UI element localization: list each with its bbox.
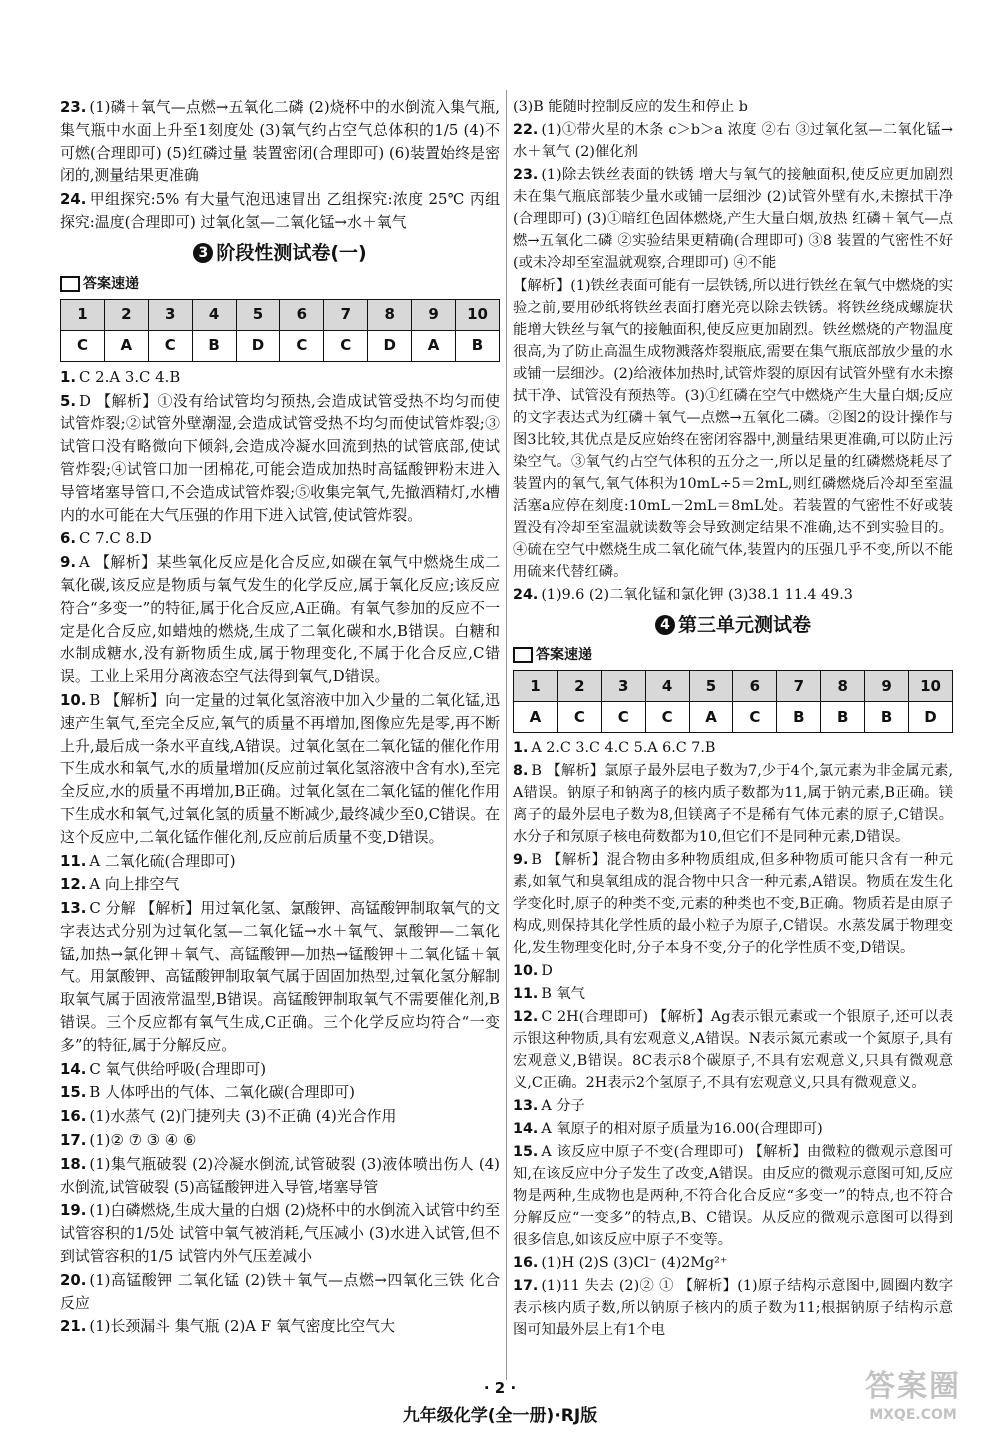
right-top-items — [513, 96, 953, 606]
question-number-cell: 7 — [324, 299, 368, 330]
page-number: · 2 · — [483, 1379, 517, 1397]
item-number: 6. — [60, 529, 77, 548]
item-number: 16. — [60, 1107, 87, 1126]
item-number: 8. — [513, 763, 529, 779]
answer-cell: A — [104, 330, 148, 361]
item-number: 18. — [60, 1154, 87, 1173]
item-number: 9. — [513, 852, 529, 868]
quick-answer-label: 答案速递 — [513, 644, 592, 666]
answer-cell: D — [368, 330, 412, 361]
item-number: 19. — [60, 1201, 87, 1220]
answer-item — [513, 275, 953, 583]
question-number-cell: 8 — [821, 671, 865, 702]
answer-item — [513, 1252, 953, 1274]
answer-item — [513, 737, 953, 759]
answer-item — [60, 1105, 500, 1128]
section-badge-icon: 4 — [655, 615, 675, 635]
item-number: 5. — [60, 391, 77, 410]
question-number-cell: 4 — [192, 299, 236, 330]
item-number: 11. — [513, 986, 539, 1002]
quick-answer-label: 答案速递 — [60, 273, 139, 296]
item-text: (1)11 失去 (2)② ① 【解析】(1)原子结构示意图中,圆圈内数字表示核内质子数,所以钠原子核内的质子数为11;根据钠原子结构示意图可知最外层上有1个电 — [513, 1278, 953, 1338]
item-number: 14. — [60, 1059, 87, 1078]
answer-cell: B — [456, 330, 500, 361]
answer-cell: B — [192, 330, 236, 361]
item-text: (1)除去铁丝表面的铁锈 增大与氧气的接触面积,使反应更加剧烈 未在集气瓶底部装少量水或铺一层细沙 (2)试管外壁有水,未擦拭干净(合理即可) (3)①暗红色固体燃烧,产生大量白烟,放热 红磷＋氧气—点燃→五氧化二磷 ②实验结果更精确(合理即可) ③8 装置的气密性不好(或未冷却至室温就观察,合理即可) ④不能 — [513, 167, 953, 271]
answer-item — [60, 1058, 500, 1081]
answer-table-body — [61, 330, 500, 361]
item-number: 22. — [513, 122, 539, 138]
item-text: B 【解析】向一定量的过氧化氢溶液中加入少量的二氧化锰,迅速产生氧气,至完全反应,氧气的质量不再增加,图像应先是零,再不断上升,最后成一条水平直线,A错误。过氧化氢在二氧化锰的催化作用下生成水和氧气,水的质量增加(反应前过氧化氢溶液中含有水),至完全反应,水的质量不再增加,B正确。过氧化氢在二氧化锰的催化作用下生成水和氧气,过氧化氢的质量不断减少,最终减少至0,C错误。在这个反应中,二氧化锰作催化剂,反应前后质量不变,D错误。 — [60, 690, 500, 846]
item-text: (1)水蒸气 (2)门捷列夫 (3)不正确 (4)光合作用 — [89, 1107, 397, 1126]
answer-item — [513, 849, 953, 959]
answer-item — [513, 983, 953, 1005]
item-number: 9. — [60, 553, 77, 572]
watermark-url: MXQE.COM — [869, 1407, 957, 1423]
item-text: (1)集气瓶破裂 (2)冷凝水倒流,试管破裂 (3)液体喷出伤人 (4)水倒流,试管破裂 (5)高锰酸钾进入导管,堵塞导管 — [60, 1154, 500, 1196]
watermark-text: 答案圈 — [865, 1369, 961, 1404]
answer-cell: B — [777, 702, 821, 733]
answer-box-icon — [513, 647, 533, 663]
answer-item — [513, 1006, 953, 1094]
question-number-cell: 10 — [456, 299, 500, 330]
answer-item — [60, 1315, 500, 1338]
item-text: C 7.C 8.D — [79, 529, 152, 548]
answer-item — [60, 1129, 500, 1152]
answer-item — [513, 1118, 953, 1140]
item-number: 1. — [513, 740, 529, 756]
item-text: (1)①带火星的木条 c＞b＞a 浓度 ②右 ③过氧化氢—二氧化锰→水＋氧气 (2)催化剂 — [513, 122, 953, 160]
item-number: 12. — [513, 1009, 539, 1025]
answer-item — [60, 1081, 500, 1104]
answer-cell: B — [821, 702, 865, 733]
item-text: A 氧原子的相对原子质量为16.00(合理即可) — [541, 1121, 823, 1137]
item-number: 24. — [60, 190, 87, 209]
answer-cell: C — [61, 330, 105, 361]
answer-item — [60, 1153, 500, 1199]
answer-cell: C — [324, 330, 368, 361]
item-text: B 【解析】混合物由多种物质组成,但多种物质可能只含有一种元素,如氧气和臭氧组成的混合物中只含一种元素,A错误。物质在发生化学变化时,原子的种类不变,元素的种类也不变,B正确。物质若是由原子构成,则保持其化学性质的最小粒子为原子,C错误。水蒸发属于物理变化,发生物理变化时,分子本身不变,分子的化学性质不变,D错误。 — [513, 852, 953, 956]
answer-item — [60, 1199, 500, 1267]
item-text: C 2H(合理即可) 【解析】Ag表示银元素或一个银原子,还可以表示银这种物质,具有宏观意义,A错误。N表示氮元素或一个氮原子,具有宏观意义,B错误。8C表示8个碳原子,不具有宏观意义,只具有微观意义,C正确。2H表示2个氢原子,不具有宏观意义,只具有微观意义。 — [513, 1009, 953, 1091]
answer-item — [60, 527, 500, 550]
item-text: (1)白磷燃烧,生成大量的白烟 (2)烧杯中的水倒流入试管中约至试管容积的1/5处 试管中氧气被消耗,气压减小 (3)水进入试管,但不到试管容积的1/5 试管内外气压差减小 — [60, 1201, 500, 1266]
answer-item — [513, 1275, 953, 1341]
answer-cell: C — [601, 702, 645, 733]
question-number-cell: 9 — [412, 299, 456, 330]
answer-item — [60, 551, 500, 688]
question-number-cell: 1 — [61, 299, 105, 330]
item-number: 21. — [60, 1317, 87, 1336]
answer-item — [60, 188, 500, 234]
item-text: B 人体呼出的气体、二氧化碳(合理即可) — [89, 1083, 355, 1102]
question-number-cell: 8 — [368, 299, 412, 330]
left-top-items — [60, 96, 500, 234]
question-number-cell: 2 — [557, 671, 601, 702]
section-title-text: 第三单元测试卷 — [677, 614, 811, 636]
question-number-cell: 4 — [645, 671, 689, 702]
answer-cell: C — [645, 702, 689, 733]
item-number: 17. — [60, 1131, 87, 1150]
item-number: 16. — [513, 1255, 539, 1271]
item-text: 【解析】(1)铁丝表面可能有一层铁锈,所以进行铁丝在氧气中燃烧的实验之前,要用砂纸将铁丝表面打磨光亮以除去铁锈。将铁丝绕成螺旋状能增大铁丝与氧气的接触面积,使反应更加剧烈。铁丝燃烧的产物温度很高,为了防止高温生成物溅落炸裂瓶底,需要在集气瓶底部放少量的水或铺一层细沙。(2)给液体加热时,试管炸裂的原因有试管外壁有水未擦拭干净、试管没有预热等。(3)①红磷在空气中燃烧产生大量白烟;反应的文字表达式为红磷＋氧气—点燃→五氧化二磷。②图2的设计操作与图3比较,其优点是反应始终在密闭容器中,测量结果更准确,可以防止污染空气。③氧气约占空气体积的五分之一,所以足量的红磷燃烧耗尽了装置内的氧气,氧气体积为10mL÷5＝2mL,则红磷燃烧后冷却至室温活塞a应停在刻度:10mL－2mL＝8mL处。若装置的气密性不好或装置没有冷却至室温就读数等会导致测定结果不准确,达不到实验目的。④硫在空气中燃烧生成二氧化硫气体,装置内的压强几乎不变,所以不能用硫来代替红磷。 — [513, 278, 953, 580]
answer-cell: A — [689, 702, 733, 733]
answer-item — [60, 1269, 500, 1315]
answer-item — [60, 366, 500, 389]
answer-table-1 — [60, 299, 500, 362]
item-number: 10. — [60, 690, 87, 709]
item-text: (1)高锰酸钾 二氧化锰 (2)铁＋氧气—点燃→四氧化三铁 化合反应 — [60, 1270, 500, 1312]
answer-item — [513, 960, 953, 982]
item-text: (1)② ⑦ ③ ④ ⑥ — [89, 1131, 197, 1150]
answer-item — [60, 390, 500, 527]
item-text: (1)9.6 (2)二氧化锰和氯化钾 (3)38.1 11.4 49.3 — [541, 587, 853, 603]
item-text: (1)长颈漏斗 集气瓶 (2)A F 氧气密度比空气大 — [89, 1317, 395, 1336]
item-number: 12. — [60, 875, 87, 894]
question-number-cell: 7 — [777, 671, 821, 702]
answer-box-icon — [60, 276, 80, 292]
answer-item — [513, 760, 953, 848]
question-number-cell: 10 — [909, 671, 953, 702]
answer-item — [513, 164, 953, 274]
right-column — [513, 96, 953, 1342]
section-title-text: 阶段性测试卷(一) — [216, 241, 367, 264]
answer-item — [513, 584, 953, 606]
item-number: 11. — [60, 851, 87, 870]
question-number-cell: 2 — [104, 299, 148, 330]
left-bottom-items — [60, 366, 500, 1338]
answer-table-body — [514, 702, 953, 733]
item-number: 13. — [513, 1098, 539, 1114]
column-divider — [506, 90, 507, 1380]
item-text: A 分子 — [541, 1098, 585, 1114]
answer-cell: C — [148, 330, 192, 361]
answer-item — [60, 96, 500, 187]
answer-table-head — [514, 671, 953, 702]
item-number: 24. — [513, 587, 539, 603]
question-number-cell: 3 — [601, 671, 645, 702]
answer-item — [60, 873, 500, 896]
item-text: A 二氧化硫(合理即可) — [89, 851, 236, 870]
item-text: D 【解析】①没有给试管均匀预热,会造成试管受热不均匀而使试管炸裂;②试管外壁潮湿,会造成试管受热不均匀而使试管炸裂;③试管口没有略微向下倾斜,会造成冷凝水回流到热的试管底部,使试管炸裂;④试管口加一团棉花,可能会造成加热时高锰酸钾粉末进入导管堵塞导管口,不会造成试管炸裂;⑤收集完氧气,先撤酒精灯,水槽内的水可能在大气压强的作用下进入试管,使试管炸裂。 — [60, 391, 500, 524]
answer-cell: C — [557, 702, 601, 733]
answer-item — [513, 1141, 953, 1251]
item-text: B 【解析】氯原子最外层电子数为7,少于4个,氯元素为非金属元素,A错误。钠原子和钠离子的核内质子数都为11,属于钠元素,B正确。镁离子的最外层电子数为8,但镁离子不是稀有气体元素的原子,C错误。水分子和氖原子核电荷数都为10,但它们不是同种元素,D错误。 — [513, 763, 953, 845]
item-number: 17. — [513, 1278, 539, 1294]
answer-item — [60, 850, 500, 873]
answer-item — [60, 689, 500, 849]
answer-cell: A — [412, 330, 456, 361]
item-number: 10. — [513, 963, 539, 979]
answer-cell: C — [733, 702, 777, 733]
question-number-cell: 3 — [148, 299, 192, 330]
watermark-logo — [838, 1368, 988, 1438]
item-number: 23. — [513, 167, 539, 183]
answer-table-2 — [513, 670, 953, 733]
answer-item — [60, 897, 500, 1057]
item-text: B 氧气 — [541, 986, 585, 1002]
item-text: (1)H (2)S (3)Cl⁻ (4)2Mg²⁺ — [541, 1255, 728, 1271]
item-text: A 【解析】某些氧化反应是化合反应,如碳在氧气中燃烧生成二氧化碳,该反应是物质与氧气发生的化学反应,属于氧化反应;该反应符合“多变一”的特征,属于化合反应,A正确。有氧气参加的反应不一定是化合反应,如蜡烛的燃烧,生成了二氧化碳和水,B错误。白糖和水制成糖水,没有新物质生成,属于物理变化,不属于化合反应,C错误。工业上采用分离液态空气法得到氧气,D错误。 — [60, 553, 500, 686]
item-text: (1)磷＋氧气—点燃→五氧化二磷 (2)烧杯中的水倒流入集气瓶,集气瓶中水面上升至1刻度处 (3)氧气约占空气总体积的1/5 (4)不可燃(合理即可) (5)红磷过量 装置密闭(合理即可) (6)装置始终是密闭的,测量结果更准确 — [60, 98, 500, 185]
answer-cell: D — [909, 702, 953, 733]
answer-cell: C — [280, 330, 324, 361]
item-text: A 该反应中原子不变(合理即可) 【解析】由微粒的微观示意图可知,在该反应中分子发生了改变,A错误。由反应的微观示意图可知,反应物是两种,生成物也是两种,不符合化合反应“多变一”的特点,也不符合分解反应“一变多”的特点,B、C错误。从反应的微观示意图可以得到很多信息,如该反应中原子不变等。 — [513, 1144, 953, 1248]
question-number-cell: 5 — [689, 671, 733, 702]
section-badge-icon: 3 — [193, 243, 213, 263]
item-text: A 2.C 3.C 4.C 5.A 6.C 7.B — [531, 740, 716, 756]
answer-item — [513, 119, 953, 163]
answer-cell: D — [236, 330, 280, 361]
question-number-cell: 9 — [865, 671, 909, 702]
item-number: 1. — [60, 367, 77, 386]
item-number: 13. — [60, 899, 87, 918]
item-text: C 2.A 3.C 4.B — [79, 367, 181, 386]
section-title-2 — [513, 614, 953, 636]
right-bottom-items — [513, 737, 953, 1341]
item-text: C 氧气供给呼吸(合理即可) — [89, 1059, 267, 1078]
answer-cell: A — [514, 702, 558, 733]
question-number-cell: 1 — [514, 671, 558, 702]
item-text: (3)B 能随时控制反应的发生和停止 b — [513, 99, 748, 115]
section-title-1 — [60, 242, 500, 265]
item-text: A 向上排空气 — [89, 875, 180, 894]
question-number-cell: 5 — [236, 299, 280, 330]
question-number-cell: 6 — [280, 299, 324, 330]
item-number: 15. — [60, 1083, 87, 1102]
answer-item — [513, 1095, 953, 1117]
item-text: D — [541, 963, 553, 979]
item-text: 甲组探究:5% 有大量气泡迅速冒出 乙组探究:浓度 25℃ 丙组探究:温度(合理即可) 过氧化氢—二氧化锰→水＋氧气 — [60, 190, 500, 231]
answer-cell: B — [865, 702, 909, 733]
left-column — [60, 96, 500, 1339]
item-text: C 分解 【解析】用过氧化氢、氯酸钾、高锰酸钾制取氧气的文字表达式分别为过氧化氢—二氧化锰→水＋氧气、氯酸钾—二氧化锰,加热→氯化钾＋氧气、高锰酸钾—加热→锰酸钾＋二氧化锰＋氧气。用氯酸钾、高锰酸钾制取氧气属于固固加热型,过氧化氢分解制取氧气属于固液常温型,B错误。高锰酸钾制取氧气不需要催化剂,B错误。三个反应都有氧气生成,C正确。三个化学反应均符合“一变多”的特征,属于分解反应。 — [60, 899, 500, 1054]
footer-title: 九年级化学(全一册)·RJ版 — [402, 1406, 598, 1426]
answer-table-head — [61, 299, 500, 330]
item-number: 20. — [60, 1270, 87, 1289]
question-number-cell: 6 — [733, 671, 777, 702]
item-number: 23. — [60, 98, 87, 116]
item-number: 14. — [513, 1121, 539, 1137]
answer-item — [513, 96, 953, 118]
item-number: 15. — [513, 1144, 539, 1160]
